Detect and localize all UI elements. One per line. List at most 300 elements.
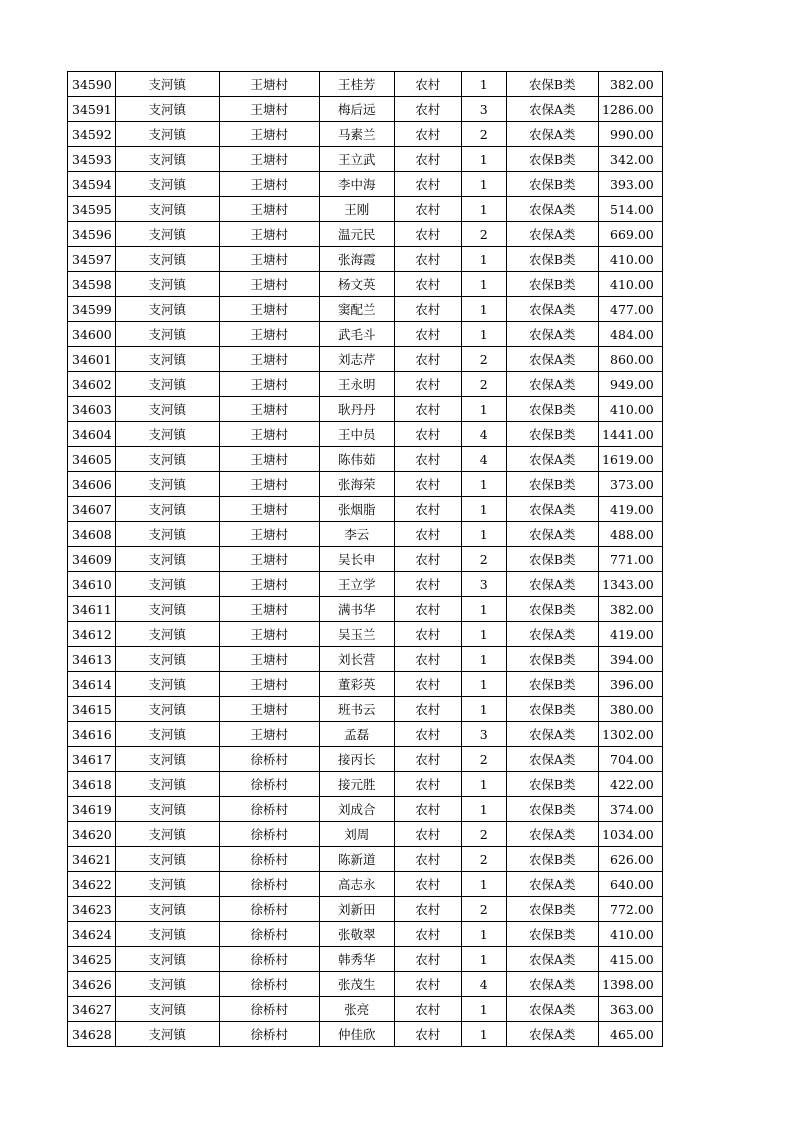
amount-cell: 484.00: [598, 322, 662, 347]
town-cell: 支河镇: [115, 747, 219, 772]
village-cell: 王塘村: [219, 197, 319, 222]
name-cell: 王刚: [319, 197, 394, 222]
amount-cell: 363.00: [598, 997, 662, 1022]
village-cell: 王塘村: [219, 647, 319, 672]
amount-cell: 393.00: [598, 172, 662, 197]
table-row: [68, 647, 663, 672]
id-cell: 34590: [68, 72, 116, 97]
category-cell: 农保A类: [506, 347, 598, 372]
id-cell: 34628: [68, 1022, 116, 1047]
table-row: [68, 797, 663, 822]
name-cell: 韩秀华: [319, 947, 394, 972]
type-cell: 农村: [394, 497, 461, 522]
amount-cell: 342.00: [598, 147, 662, 172]
table-row: [68, 947, 663, 972]
id-cell: 34591: [68, 97, 116, 122]
count-cell: 1: [461, 947, 506, 972]
id-cell: 34597: [68, 247, 116, 272]
category-cell: 农保B类: [506, 847, 598, 872]
category-cell: 农保B类: [506, 72, 598, 97]
id-cell: 34609: [68, 547, 116, 572]
amount-cell: 380.00: [598, 697, 662, 722]
town-cell: 支河镇: [115, 997, 219, 1022]
town-cell: 支河镇: [115, 247, 219, 272]
amount-cell: 949.00: [598, 372, 662, 397]
name-cell: 张烟脂: [319, 497, 394, 522]
id-cell: 34595: [68, 197, 116, 222]
count-cell: 1: [461, 872, 506, 897]
type-cell: 农村: [394, 172, 461, 197]
type-cell: 农村: [394, 672, 461, 697]
name-cell: 张茂生: [319, 972, 394, 997]
name-cell: 吴长申: [319, 547, 394, 572]
category-cell: 农保A类: [506, 322, 598, 347]
town-cell: 支河镇: [115, 372, 219, 397]
name-cell: 接元胜: [319, 772, 394, 797]
town-cell: 支河镇: [115, 122, 219, 147]
village-cell: 王塘村: [219, 622, 319, 647]
village-cell: 王塘村: [219, 97, 319, 122]
table-row: [68, 72, 663, 97]
count-cell: 2: [461, 222, 506, 247]
table-row: [68, 772, 663, 797]
name-cell: 仲佳欣: [319, 1022, 394, 1047]
id-cell: 34626: [68, 972, 116, 997]
village-cell: 王塘村: [219, 372, 319, 397]
town-cell: 支河镇: [115, 472, 219, 497]
count-cell: 1: [461, 247, 506, 272]
type-cell: 农村: [394, 697, 461, 722]
name-cell: 刘周: [319, 822, 394, 847]
id-cell: 34615: [68, 697, 116, 722]
count-cell: 1: [461, 647, 506, 672]
category-cell: 农保A类: [506, 222, 598, 247]
name-cell: 李中海: [319, 172, 394, 197]
category-cell: 农保A类: [506, 747, 598, 772]
town-cell: 支河镇: [115, 597, 219, 622]
name-cell: 班书云: [319, 697, 394, 722]
name-cell: 王立武: [319, 147, 394, 172]
village-cell: 王塘村: [219, 722, 319, 747]
amount-cell: 860.00: [598, 347, 662, 372]
village-cell: 徐桥村: [219, 847, 319, 872]
town-cell: 支河镇: [115, 772, 219, 797]
town-cell: 支河镇: [115, 647, 219, 672]
town-cell: 支河镇: [115, 847, 219, 872]
town-cell: 支河镇: [115, 947, 219, 972]
name-cell: 刘志芹: [319, 347, 394, 372]
count-cell: 2: [461, 822, 506, 847]
amount-cell: 374.00: [598, 797, 662, 822]
village-cell: 王塘村: [219, 297, 319, 322]
name-cell: 窦配兰: [319, 297, 394, 322]
type-cell: 农村: [394, 147, 461, 172]
amount-cell: 1343.00: [598, 572, 662, 597]
table-row: [68, 997, 663, 1022]
category-cell: 农保A类: [506, 197, 598, 222]
table-row: [68, 897, 663, 922]
type-cell: 农村: [394, 797, 461, 822]
amount-cell: 422.00: [598, 772, 662, 797]
count-cell: 2: [461, 372, 506, 397]
type-cell: 农村: [394, 872, 461, 897]
amount-cell: 1034.00: [598, 822, 662, 847]
table-row: [68, 847, 663, 872]
category-cell: 农保A类: [506, 872, 598, 897]
category-cell: 农保A类: [506, 997, 598, 1022]
id-cell: 34622: [68, 872, 116, 897]
id-cell: 34627: [68, 997, 116, 1022]
name-cell: 刘长营: [319, 647, 394, 672]
village-cell: 王塘村: [219, 397, 319, 422]
id-cell: 34603: [68, 397, 116, 422]
id-cell: 34605: [68, 447, 116, 472]
name-cell: 满书华: [319, 597, 394, 622]
name-cell: 杨文英: [319, 272, 394, 297]
id-cell: 34621: [68, 847, 116, 872]
type-cell: 农村: [394, 322, 461, 347]
amount-cell: 410.00: [598, 272, 662, 297]
town-cell: 支河镇: [115, 572, 219, 597]
name-cell: 孟磊: [319, 722, 394, 747]
name-cell: 张海霞: [319, 247, 394, 272]
id-cell: 34613: [68, 647, 116, 672]
count-cell: 1: [461, 172, 506, 197]
amount-cell: 1441.00: [598, 422, 662, 447]
village-cell: 王塘村: [219, 347, 319, 372]
type-cell: 农村: [394, 197, 461, 222]
amount-cell: 382.00: [598, 597, 662, 622]
village-cell: 王塘村: [219, 522, 319, 547]
id-cell: 34625: [68, 947, 116, 972]
town-cell: 支河镇: [115, 922, 219, 947]
type-cell: 农村: [394, 122, 461, 147]
type-cell: 农村: [394, 772, 461, 797]
id-cell: 34601: [68, 347, 116, 372]
type-cell: 农村: [394, 347, 461, 372]
village-cell: 王塘村: [219, 597, 319, 622]
id-cell: 34600: [68, 322, 116, 347]
category-cell: 农保B类: [506, 897, 598, 922]
name-cell: 张海荣: [319, 472, 394, 497]
table-row: [68, 197, 663, 222]
village-cell: 王塘村: [219, 147, 319, 172]
type-cell: 农村: [394, 97, 461, 122]
count-cell: 1: [461, 797, 506, 822]
town-cell: 支河镇: [115, 222, 219, 247]
count-cell: 2: [461, 122, 506, 147]
amount-cell: 410.00: [598, 397, 662, 422]
table-row: [68, 522, 663, 547]
amount-cell: 514.00: [598, 197, 662, 222]
category-cell: 农保A类: [506, 972, 598, 997]
village-cell: 王塘村: [219, 447, 319, 472]
table-row: [68, 822, 663, 847]
village-cell: 徐桥村: [219, 747, 319, 772]
town-cell: 支河镇: [115, 422, 219, 447]
type-cell: 农村: [394, 997, 461, 1022]
name-cell: 梅后远: [319, 97, 394, 122]
id-cell: 34610: [68, 572, 116, 597]
type-cell: 农村: [394, 447, 461, 472]
table-row: [68, 972, 663, 997]
category-cell: 农保B类: [506, 547, 598, 572]
table-row: [68, 222, 663, 247]
table-row: [68, 122, 663, 147]
type-cell: 农村: [394, 597, 461, 622]
id-cell: 34608: [68, 522, 116, 547]
table-row: [68, 922, 663, 947]
amount-cell: 394.00: [598, 647, 662, 672]
table-row: [68, 747, 663, 772]
table-row: [68, 147, 663, 172]
id-cell: 34620: [68, 822, 116, 847]
village-cell: 王塘村: [219, 697, 319, 722]
count-cell: 1: [461, 697, 506, 722]
category-cell: 农保A类: [506, 1022, 598, 1047]
count-cell: 2: [461, 747, 506, 772]
village-cell: 王塘村: [219, 322, 319, 347]
category-cell: 农保A类: [506, 947, 598, 972]
town-cell: 支河镇: [115, 172, 219, 197]
type-cell: 农村: [394, 522, 461, 547]
town-cell: 支河镇: [115, 672, 219, 697]
id-cell: 34592: [68, 122, 116, 147]
table-row: [68, 872, 663, 897]
table-row: [68, 497, 663, 522]
type-cell: 农村: [394, 1022, 461, 1047]
town-cell: 支河镇: [115, 97, 219, 122]
category-cell: 农保B类: [506, 422, 598, 447]
category-cell: 农保A类: [506, 497, 598, 522]
amount-cell: 396.00: [598, 672, 662, 697]
id-cell: 34607: [68, 497, 116, 522]
village-cell: 徐桥村: [219, 897, 319, 922]
type-cell: 农村: [394, 572, 461, 597]
town-cell: 支河镇: [115, 147, 219, 172]
count-cell: 1: [461, 997, 506, 1022]
count-cell: 3: [461, 97, 506, 122]
type-cell: 农村: [394, 647, 461, 672]
name-cell: 高志永: [319, 872, 394, 897]
count-cell: 2: [461, 897, 506, 922]
category-cell: 农保B类: [506, 772, 598, 797]
type-cell: 农村: [394, 372, 461, 397]
type-cell: 农村: [394, 247, 461, 272]
table-row: [68, 247, 663, 272]
town-cell: 支河镇: [115, 497, 219, 522]
id-cell: 34614: [68, 672, 116, 697]
table-row: [68, 272, 663, 297]
town-cell: 支河镇: [115, 322, 219, 347]
category-cell: 农保A类: [506, 447, 598, 472]
category-cell: 农保B类: [506, 472, 598, 497]
count-cell: 1: [461, 72, 506, 97]
name-cell: 武毛斗: [319, 322, 394, 347]
village-cell: 徐桥村: [219, 772, 319, 797]
amount-cell: 771.00: [598, 547, 662, 572]
table-row: [68, 347, 663, 372]
type-cell: 农村: [394, 472, 461, 497]
village-cell: 王塘村: [219, 122, 319, 147]
type-cell: 农村: [394, 922, 461, 947]
table-row: [68, 97, 663, 122]
town-cell: 支河镇: [115, 197, 219, 222]
category-cell: 农保B类: [506, 597, 598, 622]
category-cell: 农保B类: [506, 397, 598, 422]
table-row: [68, 172, 663, 197]
town-cell: 支河镇: [115, 72, 219, 97]
type-cell: 农村: [394, 897, 461, 922]
name-cell: 王立学: [319, 572, 394, 597]
type-cell: 农村: [394, 547, 461, 572]
id-cell: 34617: [68, 747, 116, 772]
name-cell: 吴玉兰: [319, 622, 394, 647]
category-cell: 农保B类: [506, 797, 598, 822]
amount-cell: 465.00: [598, 1022, 662, 1047]
id-cell: 34598: [68, 272, 116, 297]
type-cell: 农村: [394, 972, 461, 997]
town-cell: 支河镇: [115, 397, 219, 422]
village-cell: 王塘村: [219, 572, 319, 597]
category-cell: 农保A类: [506, 822, 598, 847]
amount-cell: 410.00: [598, 247, 662, 272]
village-cell: 王塘村: [219, 547, 319, 572]
category-cell: 农保A类: [506, 97, 598, 122]
count-cell: 1: [461, 497, 506, 522]
amount-cell: 626.00: [598, 847, 662, 872]
amount-cell: 640.00: [598, 872, 662, 897]
category-cell: 农保A类: [506, 722, 598, 747]
id-cell: 34596: [68, 222, 116, 247]
name-cell: 温元民: [319, 222, 394, 247]
name-cell: 陈新道: [319, 847, 394, 872]
village-cell: 王塘村: [219, 472, 319, 497]
name-cell: 张敬翠: [319, 922, 394, 947]
table-row: [68, 397, 663, 422]
count-cell: 2: [461, 847, 506, 872]
town-cell: 支河镇: [115, 297, 219, 322]
table-row: [68, 372, 663, 397]
category-cell: 农保A类: [506, 297, 598, 322]
amount-cell: 990.00: [598, 122, 662, 147]
count-cell: 1: [461, 147, 506, 172]
count-cell: 1: [461, 522, 506, 547]
category-cell: 农保B类: [506, 147, 598, 172]
amount-cell: 419.00: [598, 497, 662, 522]
category-cell: 农保A类: [506, 572, 598, 597]
village-cell: 王塘村: [219, 672, 319, 697]
name-cell: 王中员: [319, 422, 394, 447]
type-cell: 农村: [394, 397, 461, 422]
id-cell: 34624: [68, 922, 116, 947]
name-cell: 刘新田: [319, 897, 394, 922]
category-cell: 农保A类: [506, 372, 598, 397]
town-cell: 支河镇: [115, 722, 219, 747]
table-row: [68, 622, 663, 647]
category-cell: 农保B类: [506, 172, 598, 197]
count-cell: 1: [461, 772, 506, 797]
count-cell: 1: [461, 397, 506, 422]
count-cell: 1: [461, 272, 506, 297]
amount-cell: 669.00: [598, 222, 662, 247]
table-row: [68, 547, 663, 572]
village-cell: 徐桥村: [219, 922, 319, 947]
name-cell: 陈伟茹: [319, 447, 394, 472]
town-cell: 支河镇: [115, 347, 219, 372]
name-cell: 王永明: [319, 372, 394, 397]
type-cell: 农村: [394, 947, 461, 972]
table-body: [68, 72, 663, 1047]
count-cell: 1: [461, 597, 506, 622]
category-cell: 农保B类: [506, 697, 598, 722]
amount-cell: 772.00: [598, 897, 662, 922]
count-cell: 4: [461, 447, 506, 472]
type-cell: 农村: [394, 722, 461, 747]
category-cell: 农保B类: [506, 647, 598, 672]
village-cell: 徐桥村: [219, 997, 319, 1022]
amount-cell: 373.00: [598, 472, 662, 497]
amount-cell: 488.00: [598, 522, 662, 547]
count-cell: 1: [461, 322, 506, 347]
id-cell: 34616: [68, 722, 116, 747]
type-cell: 农村: [394, 272, 461, 297]
amount-cell: 382.00: [598, 72, 662, 97]
count-cell: 2: [461, 347, 506, 372]
town-cell: 支河镇: [115, 797, 219, 822]
table-row: [68, 1022, 663, 1047]
village-cell: 徐桥村: [219, 972, 319, 997]
name-cell: 马素兰: [319, 122, 394, 147]
table-row: [68, 322, 663, 347]
town-cell: 支河镇: [115, 872, 219, 897]
amount-cell: 419.00: [598, 622, 662, 647]
count-cell: 4: [461, 422, 506, 447]
town-cell: 支河镇: [115, 697, 219, 722]
category-cell: 农保B类: [506, 922, 598, 947]
table-row: [68, 422, 663, 447]
type-cell: 农村: [394, 822, 461, 847]
id-cell: 34612: [68, 622, 116, 647]
id-cell: 34623: [68, 897, 116, 922]
id-cell: 34611: [68, 597, 116, 622]
table-row: [68, 672, 663, 697]
id-cell: 34602: [68, 372, 116, 397]
id-cell: 34594: [68, 172, 116, 197]
village-cell: 王塘村: [219, 272, 319, 297]
category-cell: 农保B类: [506, 672, 598, 697]
table-row: [68, 447, 663, 472]
town-cell: 支河镇: [115, 822, 219, 847]
type-cell: 农村: [394, 72, 461, 97]
type-cell: 农村: [394, 297, 461, 322]
village-cell: 徐桥村: [219, 947, 319, 972]
count-cell: 1: [461, 1022, 506, 1047]
name-cell: 董彩英: [319, 672, 394, 697]
count-cell: 4: [461, 972, 506, 997]
table-row: [68, 697, 663, 722]
town-cell: 支河镇: [115, 1022, 219, 1047]
village-cell: 王塘村: [219, 247, 319, 272]
id-cell: 34618: [68, 772, 116, 797]
village-cell: 王塘村: [219, 497, 319, 522]
amount-cell: 1398.00: [598, 972, 662, 997]
town-cell: 支河镇: [115, 272, 219, 297]
count-cell: 1: [461, 672, 506, 697]
village-cell: 徐桥村: [219, 1022, 319, 1047]
village-cell: 徐桥村: [219, 797, 319, 822]
name-cell: 耿丹丹: [319, 397, 394, 422]
